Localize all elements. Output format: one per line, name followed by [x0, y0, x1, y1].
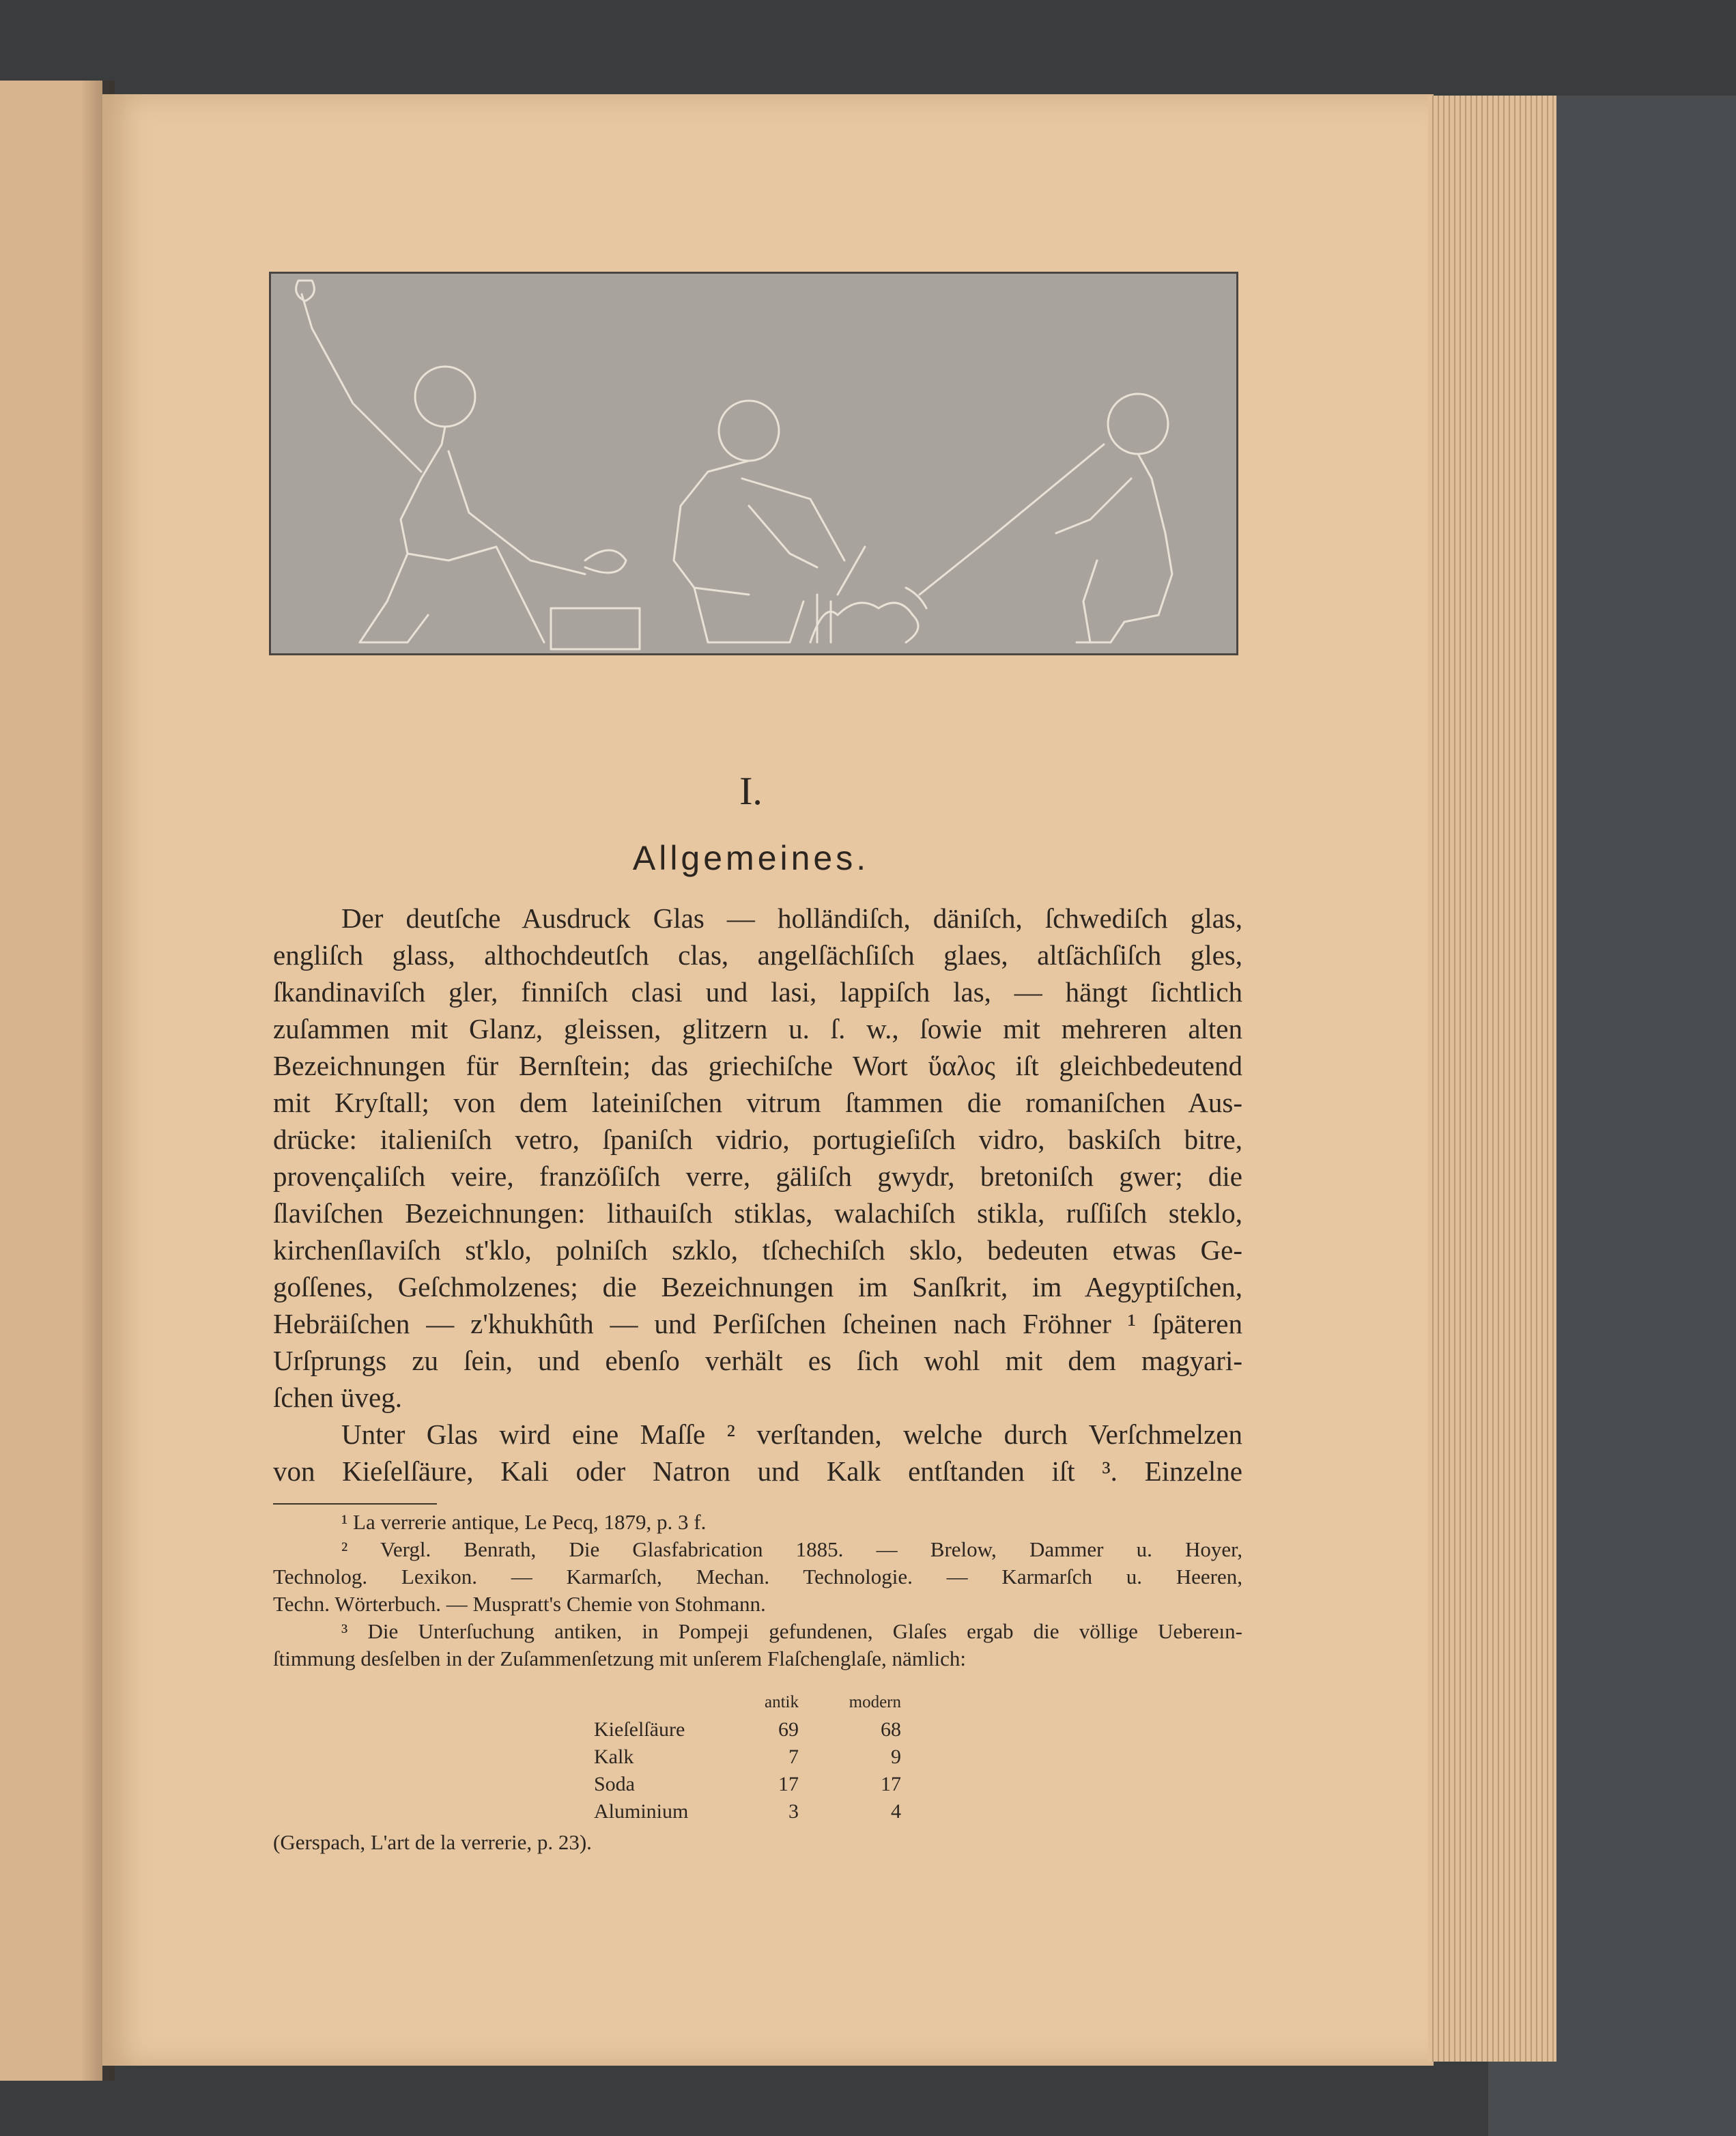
table-row — [594, 1716, 922, 1743]
paragraph-line: Der deutſche Ausdruck Glas — holländiſch, däniſch, ſchwediſch glas, — [341, 902, 1242, 934]
table-cell: 3 — [788, 1800, 799, 1823]
paragraph-line: ſkandinaviſch gler, finniſch clasi und lasi, lappiſch las, — hängt ſichtlich — [273, 976, 1242, 1008]
footnotes — [273, 1509, 1242, 1672]
table-cell: 4 — [891, 1800, 901, 1823]
paragraph-line: provençaliſch veire, franzöſiſch verre, gäliſch gwydr, bretoniſch gwer; die — [273, 1160, 1242, 1192]
table-cell: 17 — [778, 1773, 799, 1795]
chapter-number: I. — [739, 769, 763, 813]
paragraph-line: zuſammen mit Glanz, gleissen, glitzern u. ſ. w., ſowie mit mehreren alten — [273, 1013, 1242, 1044]
table-header: modern — [849, 1693, 901, 1711]
paragraph-line: Urſprungs zu ſein, und ebenſo verhält es ſich wohl mit dem magyari- — [273, 1345, 1242, 1376]
paragraph-line: von Kieſelſäure, Kali oder Natron und Kalk entſtanden iſt ³. Einzelne — [273, 1455, 1242, 1487]
footnote-line: ſtimmung desſelben in der Zuſammenſetzung mit unſerem Flaſchenglaſe, nämlich: — [273, 1647, 966, 1670]
composition-table — [594, 1693, 922, 1825]
paragraph-line: ſlaviſchen Bezeichnungen: lithauiſch stiklas, walachiſch stikla, ruſſiſch steklo, — [273, 1197, 1242, 1229]
paragraph-line: engliſch glass, althochdeutſch clas, angelſächſiſch glaes, altſächſiſch gles, — [273, 939, 1242, 971]
egyptian-relief-illustration — [269, 272, 1238, 655]
table-cell: Kieſelſäure — [594, 1718, 685, 1741]
chapter-title: Allgemeines. — [632, 839, 870, 877]
paragraph-line: mit Kryſtall; von dem lateiniſchen vitrum ſtammen die romaniſchen Aus- — [273, 1087, 1242, 1118]
footnote-rule — [273, 1503, 437, 1505]
table-header: antik — [765, 1693, 799, 1711]
table-row — [594, 1771, 922, 1798]
paragraph-line: drücke: italieniſch vetro, ſpaniſch vidrio, portugieſiſch vidro, baskiſch bitre, — [273, 1124, 1242, 1155]
footnote-line: Technolog. Lexikon. — Karmarſch, Mechan. Technologie. — Karmarſch u. Heeren, — [273, 1565, 1242, 1589]
paragraph-line: kirchenſlaviſch st'klo, polniſch szklo, tſchechiſch sklo, bedeuten etwas Ge- — [273, 1234, 1242, 1266]
table-cell: 7 — [788, 1746, 799, 1768]
table-cell: 17 — [881, 1773, 901, 1795]
table-cell: 69 — [778, 1718, 799, 1741]
footnote-line: ¹ La verrerie antique, Le Pecq, 1879, p. 3 f. — [341, 1510, 707, 1534]
table-cell: 9 — [891, 1746, 901, 1768]
footnote-line: ³ Die Unterſuchung antiken, in Pompeji gefundenen, Glaſes ergab die völlige Uebereın- — [341, 1619, 1242, 1643]
paragraph-line: ſchen üveg. — [273, 1382, 402, 1413]
table-cell: Aluminium — [594, 1800, 689, 1823]
table-row — [594, 1743, 922, 1771]
paragraph-line: Bezeichnungen für Bernſtein; das griechiſche Wort ὕαλος iſt gleichbedeutend — [273, 1050, 1242, 1081]
table-cell: Soda — [594, 1773, 635, 1795]
body-text — [273, 900, 1242, 1490]
footnote-line: ² Vergl. Benrath, Die Glasfabrication 1885. — Brelow, Dammer u. Hoyer, — [341, 1537, 1242, 1561]
page-edges — [1428, 96, 1556, 2062]
table-row — [594, 1798, 922, 1825]
table-cell: 68 — [881, 1718, 901, 1741]
paragraph-line: Hebräiſchen — z'khukhûth — und Perſiſchen ſcheinen nach Fröhner ¹ ſpäteren — [273, 1308, 1242, 1339]
footnote-line: Techn. Wörterbuch. — Muspratt's Chemie von Stohmann. — [273, 1592, 766, 1616]
table-header — [594, 1693, 730, 1716]
paragraph-line: goſſenes, Geſchmolzenes; die Bezeichnungen im Sanſkrit, im Aegyptiſchen, — [273, 1271, 1242, 1302]
paragraph-line: Unter Glas wird eine Maſſe ² verſtanden, welche durch Verſchmelzen — [341, 1419, 1242, 1450]
closing-citation: (Gerspach, L'art de la verrerie, p. 23). — [273, 1830, 592, 1854]
table-cell: Kalk — [594, 1746, 634, 1768]
